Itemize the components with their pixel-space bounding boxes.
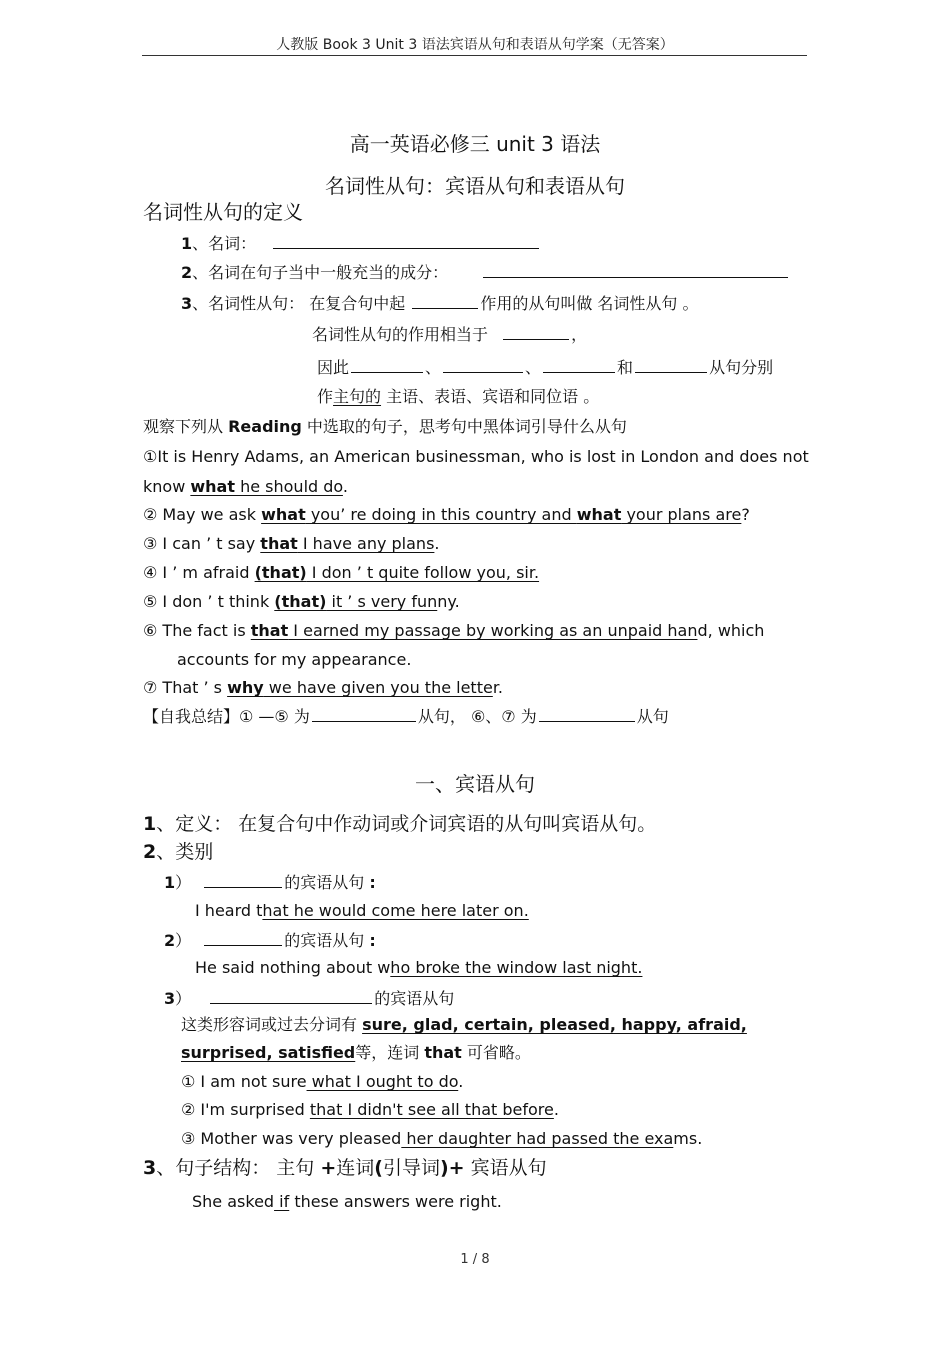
- category-2: 2） 的宾语从句 :: [164, 931, 376, 950]
- category-1-example: I heard that he would come here later on.: [195, 901, 529, 920]
- answer-blank[interactable]: [351, 356, 423, 373]
- point-2-categories: 2、类别: [143, 841, 214, 863]
- page-header: 人教版 Book 3 Unit 3 语法宾语从句和表语从句学案（无答案）: [276, 37, 674, 53]
- def-item-3-line4: 作主句的 主语、表语、宾语和同位语 。: [317, 387, 600, 406]
- answer-blank[interactable]: [273, 232, 539, 249]
- section-1-title: 一、宾语从句: [415, 772, 535, 796]
- answer-blank[interactable]: [543, 356, 615, 373]
- answer-blank[interactable]: [443, 356, 523, 373]
- category-3-example-3: ③ Mother was very pleased her daughter had passed the exams.: [181, 1129, 703, 1148]
- example-sentence-1: ①It is Henry Adams, an American businessman, who is lost in London and does not: [143, 447, 809, 466]
- doc-title: 高一英语必修三 unit 3 语法: [349, 132, 601, 156]
- example-sentence-1-cont: know what he should do.: [143, 477, 349, 496]
- example-sentence-2: ② May we ask what you’ re doing in this country and what your plans are?: [143, 505, 750, 524]
- category-1: 1） 的宾语从句 :: [164, 873, 376, 892]
- def-item-2: 2、名词在句子当中一般充当的成分：: [181, 261, 790, 283]
- answer-blank[interactable]: [635, 356, 707, 373]
- answer-blank[interactable]: [503, 323, 569, 340]
- def-item-3-line3: 因此 、 、 和 从句分别: [317, 358, 774, 377]
- example-sentence-6: ⑥ The fact is that I earned my passage by working as an unpaid hand, which: [143, 621, 765, 640]
- header-rule: [142, 55, 807, 56]
- category-3-description: 这类形容词或过去分词有 sure, glad, certain, pleased, happy, afraid,: [181, 1015, 747, 1034]
- answer-blank[interactable]: [204, 929, 282, 946]
- answer-blank[interactable]: [204, 871, 282, 888]
- section-definition-heading: 名词性从句的定义: [143, 200, 303, 224]
- example-sentence-6-cont: accounts for my appearance.: [177, 650, 412, 669]
- example-sentence-5: ⑤ I don ’ t think (that) it ’ s very funny.: [143, 592, 460, 611]
- def-item-1: 1、名词：: [181, 232, 541, 254]
- category-3-example-2: ② I'm surprised that I didn't see all that before.: [181, 1100, 559, 1119]
- answer-blank[interactable]: [312, 705, 416, 722]
- self-summary: 【自我总结】① —⑤ 为 从句， ⑥、⑦ 为 从句: [143, 707, 669, 726]
- example-sentence-4: ④ I ’ m afraid (that) I don ’ t quite follow you, sir.: [143, 563, 540, 582]
- answer-blank[interactable]: [539, 705, 635, 722]
- example-sentence-7: ⑦ That ’ s why we have given you the letter.: [143, 678, 504, 697]
- point-3-structure: 3、句子结构： 主句 +连词(引导词)+ 宾语从句: [143, 1157, 547, 1179]
- answer-blank[interactable]: [483, 261, 788, 278]
- answer-blank[interactable]: [210, 987, 372, 1004]
- category-3: 3） 的宾语从句: [164, 989, 455, 1008]
- point-1-definition: 1、定义： 在复合句中作动词或介词宾语的从句叫宾语从句。: [143, 813, 657, 835]
- observe-instruction: 观察下列从 Reading 中选取的句子，思考句中黑体词引导什么从句: [143, 417, 627, 436]
- category-2-example: He said nothing about who broke the window last night.: [195, 958, 643, 977]
- def-item-3-line2: 名词性从句的作用相当于 ，: [312, 325, 588, 344]
- example-sentence-3: ③ I can ’ t say that I have any plans.: [143, 534, 440, 553]
- doc-subtitle: 名词性从句：宾语从句和表语从句: [325, 174, 625, 198]
- point-3-example: She asked if these answers were right.: [192, 1192, 502, 1211]
- category-3-description-cont: surprised, satisfied等，连词 that 可省略。: [181, 1043, 531, 1062]
- category-3-example-1: ① I am not sure what I ought to do.: [181, 1072, 464, 1091]
- def-item-3: 3、名词性从句： 在复合句中起 作用的从句叫做 名词性从句 。: [181, 294, 699, 313]
- answer-blank[interactable]: [412, 292, 478, 309]
- page-number: 1 / 8: [460, 1252, 490, 1267]
